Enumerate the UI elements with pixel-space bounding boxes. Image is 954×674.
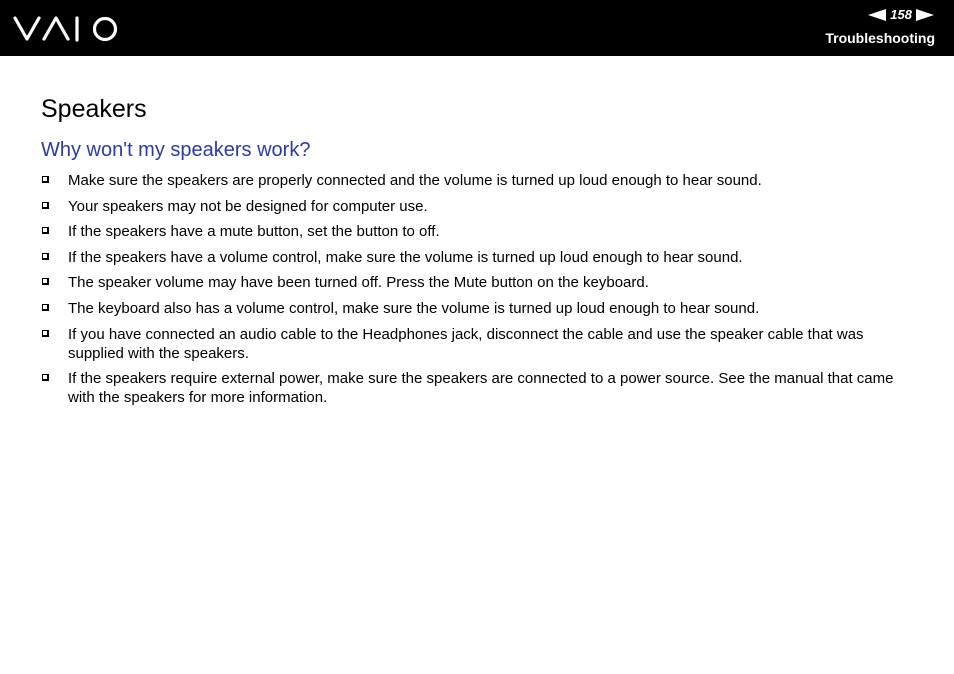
page-number: 158	[890, 7, 912, 22]
list-item	[41, 248, 921, 267]
list-item	[41, 273, 921, 292]
list-item-text: The keyboard also has a volume control, make sure the volume is turned up loud enough to hear sound.	[68, 299, 760, 317]
list-item-text: The speaker volume may have been turned off. Press the Mute button on the keyboard.	[68, 274, 649, 292]
checkbox-bullet-icon	[42, 374, 49, 381]
checkbox-bullet-icon	[42, 304, 49, 311]
list-item	[41, 325, 921, 363]
list-item-text: If the speakers have a mute button, set the button to off.	[68, 223, 440, 241]
page-navigator	[868, 7, 934, 23]
vaio-logo-icon	[13, 14, 123, 44]
checkbox-bullet-icon	[42, 278, 49, 285]
checkbox-bullet-icon	[42, 227, 49, 234]
checkbox-bullet-icon	[42, 330, 49, 337]
section-title: Troubleshooting	[825, 30, 935, 46]
list-item-text: If the speakers have a volume control, make sure the volume is turned up loud enough to hear sound.	[68, 248, 743, 266]
list-item-text: Make sure the speakers are properly connected and the volume is turned up loud enough to hear sound.	[68, 172, 762, 189]
list-item-text: If the speakers require external power, make sure the speakers are connected to a power source. See the manual that came with the speakers for more information.	[68, 370, 894, 407]
list-item-text: If you have connected an audio cable to the Headphones jack, disconnect the cable and use the speaker cable that was supplied with the speakers.	[68, 325, 864, 362]
page-header	[0, 0, 954, 56]
checkbox-bullet-icon	[42, 176, 49, 183]
bullet-list	[41, 171, 921, 414]
list-item	[41, 299, 921, 318]
list-item-text: Your speakers may not be designed for computer use.	[68, 197, 428, 215]
arrow-left-icon[interactable]	[868, 9, 886, 21]
list-item	[41, 171, 921, 190]
list-item	[41, 369, 921, 407]
arrow-right-icon[interactable]	[916, 9, 934, 21]
question-heading: Why won't my speakers work?	[41, 139, 311, 161]
checkbox-bullet-icon	[42, 202, 49, 209]
checkbox-bullet-icon	[42, 253, 49, 260]
page-title: Speakers	[41, 95, 147, 123]
list-item	[41, 222, 921, 241]
list-item	[41, 197, 921, 216]
